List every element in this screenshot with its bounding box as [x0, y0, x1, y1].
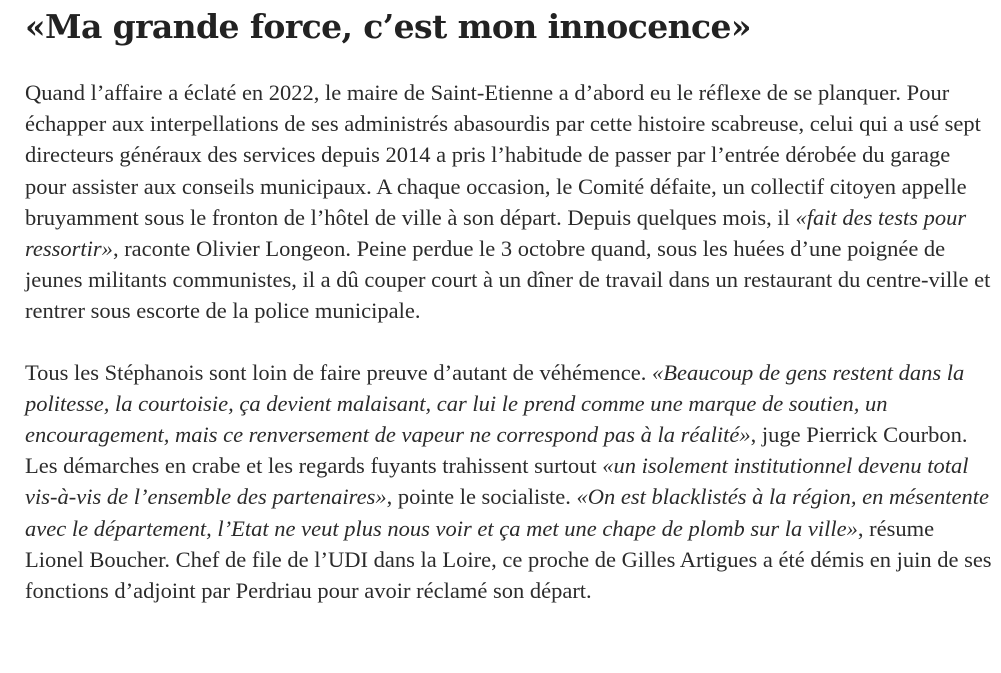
quote: «un isolement institutionnel devenu total vis-à-vis de l’ensemble des partenaires» [25, 453, 969, 510]
paragraph-text: Tous les Stéphanois sont loin de faire preuve d’autant de véhémence. [25, 359, 652, 385]
article-section-heading: «Ma grande force, c’est mon innocence» [25, 7, 751, 46]
quote: «fait des tests pour ressortir» [25, 204, 967, 262]
article-paragraph-1 [25, 77, 995, 327]
article-body [25, 0, 995, 606]
paragraph-text: , juge Pierrick Courbon. Les démarches en crabe et les regards fuyants trahissent surtout [25, 422, 968, 479]
quote: «Beaucoup de gens restent dans la politesse, la courtoisie, ça devient malaisant, car lui le prend comme une marque de soutien, un encouragement, mais ce renversement de vapeur ne correspond pas à la réalité» [25, 359, 965, 448]
paragraph-text: , pointe le socialiste. [386, 484, 577, 510]
paragraph-text: Quand l’affaire a éclaté en 2022, le maire de Saint-Etienne a d’abord eu le réflexe de se planquer. Pour échapper aux interpellations de ses administrés abasourdis par cette histoire scabreuse, celui qui a usé sept directeurs généraux des services depuis 2014 a pris l’habitude de passer par l’entrée dérobée du garage pour assister aux conseils municipaux. A chaque occasion, le Comité défaite, un collectif citoyen appelle bruyamment sous le fronton de l’hôtel de ville à son départ. Depuis quelques mois, il [25, 80, 981, 230]
paragraph-text: , raconte Olivier Longeon. Peine perdue le 3 octobre quand, sous les huées d’une poignée de jeunes militants communistes, il a dû couper court à un dîner de travail dans un restaurant du centre-ville et rentrer sous escorte de la police municipale. [25, 236, 991, 324]
paragraph-text: , résume Lionel Boucher. Chef de file de l’UDI dans la Loire, ce proche de Gilles Artigues a été démis en juin de ses fonctions d’adjoint par Perdriau pour avoir réclamé son départ. [25, 515, 992, 604]
article-paragraph-2 [25, 357, 995, 607]
quote: «On est blacklistés à la région, en mésentente avec le département, l’Etat ne veut plus nous voir et ça met une chape de plomb sur la ville» [25, 484, 989, 541]
